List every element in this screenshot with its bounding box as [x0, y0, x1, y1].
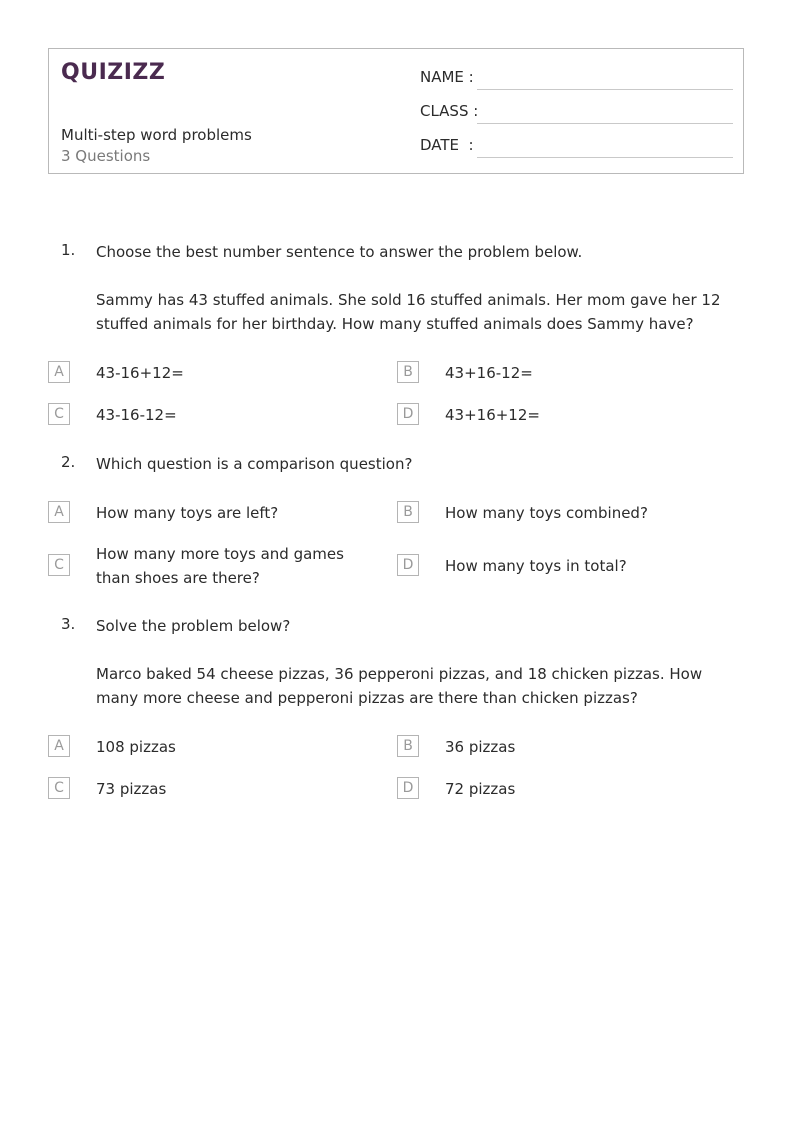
option-d-box[interactable]: D [397, 777, 419, 799]
option-c-box[interactable]: C [48, 777, 70, 799]
worksheet-title: Multi-step word problems [61, 126, 252, 144]
question-number: 3. [61, 615, 76, 633]
question-prompt: Solve the problem below? [96, 617, 291, 635]
question-number: 1. [61, 241, 76, 259]
option-d-text: 72 pizzas [445, 780, 516, 798]
name-label: NAME : [420, 68, 474, 86]
option-b-text: How many toys combined? [445, 504, 648, 522]
name-field[interactable] [477, 89, 733, 90]
class-field[interactable] [477, 123, 733, 124]
question-number: 2. [61, 453, 76, 471]
date-label: DATE : [420, 136, 474, 154]
option-d-text: How many toys in total? [445, 557, 627, 575]
question-prompt: Which question is a comparison question? [96, 455, 413, 473]
option-a-box[interactable]: A [48, 361, 70, 383]
option-a-text: How many toys are left? [96, 504, 279, 522]
date-field[interactable] [477, 157, 733, 158]
quizizz-logo: QUIZIZZ [61, 60, 166, 85]
class-label: CLASS : [420, 102, 479, 120]
option-a-text: 108 pizzas [96, 738, 176, 756]
worksheet-header [48, 48, 744, 174]
option-c-text: 73 pizzas [96, 780, 167, 798]
option-b-text: 36 pizzas [445, 738, 516, 756]
option-b-box[interactable]: B [397, 501, 419, 523]
question-count: 3 Questions [61, 147, 151, 165]
option-c-box[interactable]: C [48, 554, 70, 576]
option-c-text: 43-16-12= [96, 406, 177, 424]
option-b-box[interactable]: B [397, 735, 419, 757]
option-b-box[interactable]: B [397, 361, 419, 383]
question-body: Sammy has 43 stuffed animals. She sold 16 stuffed animals. Her mom gave her 12 stuffed animals for her birthday. How many stuffed animals does Sammy have? [96, 291, 721, 333]
option-d-box[interactable]: D [397, 554, 419, 576]
option-b-text: 43+16-12= [445, 364, 533, 382]
question-body: Marco baked 54 cheese pizzas, 36 pepperoni pizzas, and 18 chicken pizzas. How many more cheese and pepperoni pizzas are there than chicken pizzas? [96, 665, 703, 707]
option-d-text: 43+16+12= [445, 406, 540, 424]
option-a-box[interactable]: A [48, 501, 70, 523]
option-c-text: How many more toys and games than shoes are there? [96, 545, 344, 587]
option-a-text: 43-16+12= [96, 364, 184, 382]
option-a-box[interactable]: A [48, 735, 70, 757]
option-d-box[interactable]: D [397, 403, 419, 425]
option-c-box[interactable]: C [48, 403, 70, 425]
question-prompt: Choose the best number sentence to answer the problem below. [96, 243, 583, 261]
